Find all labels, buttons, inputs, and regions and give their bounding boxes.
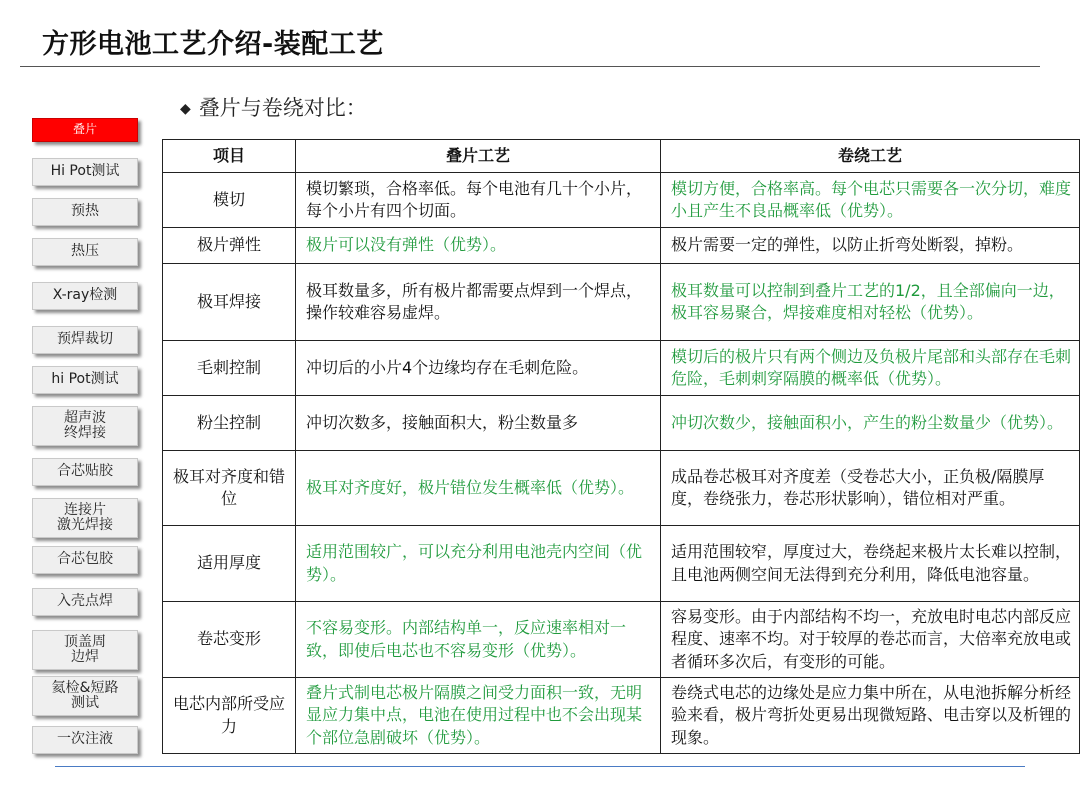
row-item: 卷芯变形 — [163, 602, 296, 678]
table-row — [163, 678, 1080, 754]
table-row — [163, 341, 1080, 396]
winding-cell: 模切后的极片只有两个侧边及负极片尾部和头部存在毛刺危险，毛刺刺穿隔膜的概率低（优势）。 — [661, 341, 1080, 396]
step-button-cap-perimeter-weld[interactable] — [32, 630, 138, 670]
row-item: 模切 — [163, 173, 296, 228]
stacking-cell: 极耳对齐度好，极片错位发生概率低（优势）。 — [296, 451, 661, 526]
winding-cell: 卷绕式电芯的边缘处是应力集中所在，从电池拆解分析经验来看，极片弯折处更易出现微短路、电击穿以及析锂的现象。 — [661, 678, 1080, 754]
step-button-case-spot-weld[interactable] — [32, 588, 138, 616]
header-item: 项目 — [163, 140, 296, 173]
step-button-stacking[interactable] — [32, 118, 138, 142]
stacking-cell: 模切繁琐，合格率低。每个电池有几十个小片，每个小片有四个切面。 — [296, 173, 661, 228]
winding-cell: 模切方便，合格率高。每个电芯只需要各一次分切，难度小且产生不良品概率低（优势）。 — [661, 173, 1080, 228]
diamond-bullet-icon: ◆ — [180, 101, 191, 117]
table-row — [163, 264, 1080, 341]
stacking-cell: 适用范围较广，可以充分利用电池壳内空间（优势）。 — [296, 526, 661, 602]
row-item: 粉尘控制 — [163, 396, 296, 451]
row-item: 毛刺控制 — [163, 341, 296, 396]
step-button-xray-inspection[interactable] — [32, 282, 138, 310]
stacking-cell: 叠片式制电芯极片隔膜之间受力面积一致，无明显应力集中点，电池在使用过程中也不会出现某个部位急剧破坏（优势）。 — [296, 678, 661, 754]
step-label: 一次注液 — [57, 731, 113, 748]
stacking-cell: 极片可以没有弹性（优势）。 — [296, 228, 661, 264]
header-stacking: 叠片工艺 — [296, 140, 661, 173]
step-button-hipot-test-2[interactable] — [32, 366, 138, 394]
stacking-cell: 不容易变形。内部结构单一，反应速率相对一致，即使后电芯也不容易变形（优势）。 — [296, 602, 661, 678]
step-label: 合芯贴胶 — [57, 463, 113, 480]
step-button-preheat[interactable] — [32, 198, 138, 226]
step-label: 氦检&短路 测试 — [51, 679, 119, 711]
step-label: 预热 — [71, 203, 99, 220]
table-row — [163, 396, 1080, 451]
section-subtitle — [180, 92, 367, 122]
table-row — [163, 451, 1080, 526]
stacking-cell: 极耳数量多，所有极片都需要点焊到一个焊点，操作较难容易虚焊。 — [296, 264, 661, 341]
row-item: 适用厚度 — [163, 526, 296, 602]
row-item: 极耳对齐度和错位 — [163, 451, 296, 526]
step-button-ultrasonic-weld[interactable] — [32, 406, 138, 446]
step-button-helium-short-test[interactable] — [32, 676, 138, 716]
step-button-core-taping[interactable] — [32, 458, 138, 486]
step-label: 连接片 激光焊接 — [57, 501, 113, 533]
step-label: Hi Pot测试 — [50, 163, 120, 180]
table-row — [163, 228, 1080, 264]
winding-cell: 极耳数量可以控制到叠片工艺的1/2，且全部偏向一边，极耳容易聚合，焊接难度相对轻松（优势）。 — [661, 264, 1080, 341]
step-button-laser-weld-connector[interactable] — [32, 498, 138, 538]
winding-cell: 容易变形。由于内部结构不均一，充放电时电芯内部反应程度、速率不均。对于较厚的卷芯而言，大倍率充放电或者循环多次后，有变形的可能。 — [661, 602, 1080, 678]
table-row — [163, 173, 1080, 228]
page-title: 方形电池工艺介绍-装配工艺 — [42, 29, 384, 60]
table-row — [163, 526, 1080, 602]
subtitle-text: 叠片与卷绕对比： — [198, 96, 367, 120]
step-label: 合芯包胶 — [57, 551, 113, 568]
winding-cell: 极片需要一定的弹性，以防止折弯处断裂，掉粉。 — [661, 228, 1080, 264]
footer-divider — [55, 766, 1025, 767]
step-label: 叠片 — [72, 122, 97, 137]
title-divider — [20, 66, 1040, 67]
step-button-pre-weld-cut[interactable] — [32, 326, 138, 354]
comparison-table — [162, 139, 1080, 754]
table-row — [163, 602, 1080, 678]
table-header-row — [163, 140, 1080, 173]
step-label: 超声波 终焊接 — [64, 409, 106, 441]
step-label: 顶盖周 边焊 — [64, 633, 106, 665]
step-button-hot-press[interactable] — [32, 238, 138, 266]
winding-cell: 适用范围较窄，厚度过大，卷绕起来极片太长难以控制，且电池两侧空间无法得到充分利用，降低电池容量。 — [661, 526, 1080, 602]
step-button-hipot-test-1[interactable] — [32, 158, 138, 186]
winding-cell: 成品卷芯极耳对齐度差（受卷芯大小，正负极/隔膜厚度，卷绕张力，卷芯形状影响），错位相对严重。 — [661, 451, 1080, 526]
row-item: 电芯内部所受应力 — [163, 678, 296, 754]
step-label: X-ray检测 — [52, 287, 118, 304]
stacking-cell: 冲切后的小片4个边缘均存在毛刺危险。 — [296, 341, 661, 396]
step-button-core-wrapping[interactable] — [32, 546, 138, 574]
row-item: 极片弹性 — [163, 228, 296, 264]
stacking-cell: 冲切次数多，接触面积大，粉尘数量多 — [296, 396, 661, 451]
step-label: 入壳点焊 — [57, 593, 113, 610]
step-label: 热压 — [71, 243, 99, 260]
row-item: 极耳焊接 — [163, 264, 296, 341]
step-label: hi Pot测试 — [51, 371, 119, 388]
winding-cell: 冲切次数少，接触面积小，产生的粉尘数量少（优势）。 — [661, 396, 1080, 451]
step-button-first-injection[interactable] — [32, 726, 138, 754]
step-label: 预焊裁切 — [57, 331, 113, 348]
header-winding: 卷绕工艺 — [661, 140, 1080, 173]
